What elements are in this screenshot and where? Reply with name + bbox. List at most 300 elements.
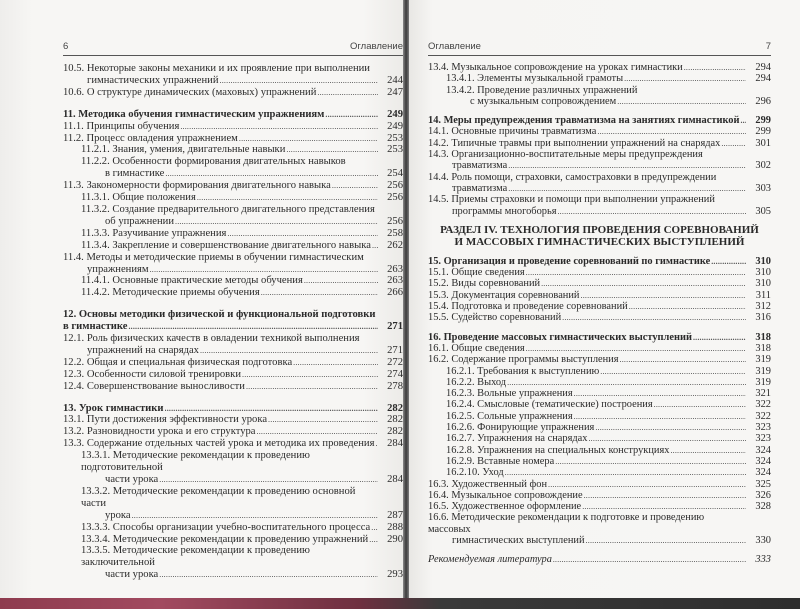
toc-entry[interactable] [428,479,771,490]
toc-entry[interactable] [63,438,403,450]
dot-leader [526,343,746,354]
toc-entry[interactable] [428,256,771,267]
toc-entry-title: с музыкальным сопровождением [470,95,617,107]
toc-entry-title: 16. Проведение массовых гимнастических выступлений [428,331,692,343]
dot-leader [200,345,378,357]
dot-leader [629,301,746,312]
toc-page-number: 278 [387,380,403,392]
toc-spacer [428,546,771,554]
toc-page-number: 333 [755,554,771,566]
toc-page-number: 321 [755,388,771,400]
toc-entry[interactable] [428,267,771,278]
toc-entry[interactable] [428,115,771,126]
toc-entry[interactable] [428,467,771,478]
toc-page-number: 330 [755,534,771,546]
dot-leader [332,180,378,192]
toc-entry[interactable] [428,332,771,343]
toc-page-number: 301 [755,137,771,149]
toc-entry-line [428,312,747,323]
toc-page-number: 266 [387,287,403,299]
toc-entry-title: 11.2.1. Знания, умения, двигательные навыки [81,144,286,156]
toc-entry[interactable] [428,399,771,410]
running-title: Оглавление [350,41,403,52]
dot-leader [508,183,746,194]
toc-entry-title: части урока [105,569,159,581]
toc-page-number: 249 [387,120,403,132]
toc-entry-line [428,354,747,365]
toc-entry-line [446,366,747,377]
toc-entry-title: 16.2.8. Упражнения на специальных конструкциях [446,444,670,456]
toc-entry-line [63,510,379,522]
toc-spacer [63,99,403,109]
toc-page-number: 263 [387,263,403,275]
dot-leader [175,216,378,228]
toc-entry-line [446,422,747,433]
toc-entry-title: 16.2.10. Уход [446,467,504,479]
dot-leader [268,414,378,426]
toc-page-number: 324 [755,444,771,456]
toc-entry-line [81,144,379,156]
toc-entry-line [446,85,747,96]
toc-entry-line [63,216,379,228]
dot-leader [325,109,378,121]
toc-entry[interactable] [428,366,771,377]
toc-entry[interactable] [428,138,771,149]
toc-entry[interactable] [63,180,403,192]
toc-entry-title: в гимнастике [105,168,165,180]
toc-entry-line [428,332,747,343]
toc-entry[interactable] [63,381,403,393]
dot-leader [132,510,378,522]
toc-entry-title: 13. Урок гимнастики [63,402,164,414]
toc-entry[interactable] [428,194,771,217]
dot-leader [180,121,378,133]
toc-entry-line [446,467,747,478]
toc-entry-line [63,403,379,415]
toc-entry-title: урока [105,509,131,521]
toc-entry-line [428,479,747,490]
toc-entry-line [63,63,379,75]
toc-page-number: 328 [755,501,771,513]
toc-entry[interactable] [63,414,403,426]
toc-entry-title: 16.2. Содержание программы выступления [428,354,619,366]
toc-page-number: 247 [387,86,403,98]
toc-entry-title: 13.2. Разновидности урока и его структура [63,426,256,438]
toc-entry-line [446,456,747,467]
dot-leader [507,377,746,388]
toc-entry-line [446,411,747,422]
dot-leader [371,522,378,534]
toc-entry-title: гимнастических упражнений [87,74,219,86]
table-of-contents [63,63,403,581]
toc-entry-title: 16.2.1. Требования к выступлению [446,365,600,377]
running-head [428,41,771,56]
toc-entry[interactable] [428,388,771,399]
toc-entry[interactable] [428,456,771,467]
toc-entry-line [428,96,747,107]
toc-entry-title: 11.4.1. Основные практические методы обучения [81,275,303,287]
dot-leader [159,474,378,486]
toc-entry[interactable] [63,252,403,276]
toc-entry[interactable] [63,369,403,381]
dot-leader [562,312,746,323]
dot-leader [165,168,378,180]
toc-entry-title: 16.2.3. Вольные упражнения [446,388,573,400]
toc-page-number: 323 [755,433,771,445]
toc-entry[interactable] [428,343,771,354]
toc-entry[interactable] [428,512,771,546]
toc-entry[interactable] [428,85,771,108]
toc-page-number: 319 [755,365,771,377]
toc-entry-title: 15. Организация и проведение соревнований по гимнастике [428,255,711,267]
toc-page-number: 299 [755,115,771,127]
toc-entry-line [63,133,379,145]
toc-entry-title: части урока [105,474,159,485]
left-page [0,0,403,598]
toc-entry[interactable] [63,287,403,299]
toc-entry-line [63,180,379,192]
toc-page-number: 253 [387,132,403,144]
toc-page-number: 271 [387,344,403,356]
toc-entry-line [428,115,747,126]
toc-page-number: 322 [755,399,771,411]
dot-leader [600,366,746,377]
toc-entry-line [63,357,379,369]
toc-entry-title: 13.3.4. Методические рекомендации к проведению упражнений [81,533,369,545]
toc-entry-line [63,345,379,357]
dot-leader [624,73,746,84]
toc-entry[interactable] [63,333,403,357]
toc-entry-line [63,87,379,99]
section-heading-line: РАЗДЕЛ IV. ТЕХНОЛОГИЯ ПРОВЕДЕНИЯ СОРЕВНОВАНИЙ [440,223,759,236]
toc-entry[interactable] [63,403,403,415]
toc-entry-title: 14.2. Типичные травмы при выполнении упражнений на снарядах [428,137,721,149]
toc-entry-title: 13.3. Содержание отдельных частей урока и методика их проведения [63,438,375,450]
toc-entry-title: 16.2.5. Сольные упражнения [446,410,573,422]
dot-leader [508,160,746,171]
toc-entry-title: 11.1. Принципы обучения [63,120,180,132]
toc-entry-line [81,156,379,168]
toc-entry-line [446,433,747,444]
toc-entry-line [428,256,747,267]
toc-entry-line [63,381,379,393]
toc-page-number: 284 [387,438,403,450]
toc-page-number: 256 [387,192,403,204]
toc-page-number: 310 [755,255,771,267]
toc-page-number: 310 [755,278,771,290]
toc-entry-line [81,240,379,252]
dot-leader [286,144,378,156]
toc-entry-title: 11. Методика обучения гимнастическим упражнениям [63,108,325,120]
toc-entry-line [63,121,379,133]
toc-entry-title: 16.2.7. Упражнения на снарядах [446,433,588,445]
toc-entry[interactable] [63,133,403,145]
toc-entry[interactable] [428,411,771,422]
toc-entry[interactable] [63,63,403,87]
toc-entry[interactable] [428,312,771,323]
toc-entry-title: 11.4. Методы и методические приемы в обучении гимнастическим [63,251,364,263]
dot-leader [711,256,746,267]
toc-entry-title: травматизма [452,182,508,194]
toc-page-number: 263 [387,275,403,287]
toc-entry-line [446,399,747,410]
dot-leader [654,399,746,410]
toc-entry[interactable] [428,73,771,84]
toc-entry[interactable] [63,450,403,486]
toc-entry[interactable] [63,522,403,534]
toc-entry[interactable] [63,545,403,581]
toc-entry[interactable] [63,240,403,252]
dot-leader [261,287,378,299]
toc-entry-title: 13.3.1. Методические рекомендации к проведению подготовительной [81,450,310,474]
toc-entry-title: 14.3. Организационно-воспитательные меры предупреждения [428,149,703,161]
toc-page-number: 311 [755,289,771,301]
toc-entry[interactable] [428,62,771,73]
toc-entry[interactable] [428,126,771,137]
toc-entry-title: 15.3. Документация соревнований [428,289,580,301]
toc-entry-title: 15.2. Виды соревнований [428,278,541,290]
toc-page-number: 325 [755,478,771,490]
dot-leader [239,133,378,145]
toc-page-number: 258 [387,227,403,239]
toc-entry-line [428,278,747,289]
toc-page-number: 256 [387,180,403,192]
toc-entry[interactable] [63,192,403,204]
toc-entry-line [428,160,747,171]
toc-entry-title: упражнений на снарядах [87,344,199,356]
toc-page-number: 244 [387,74,403,86]
toc-page-number: 322 [755,410,771,422]
toc-entry-line [81,545,379,569]
toc-entry[interactable] [428,290,771,301]
dot-leader [242,369,378,381]
dot-leader [721,138,746,149]
dot-leader [375,438,378,450]
toc-entry-line [63,333,379,345]
toc-entry-title: 15.4. Подготовка и проведение соревнований [428,301,628,313]
dot-leader [227,228,378,240]
toc-entry-title: 13.4. Музыкальное сопровождение на уроках гимнастики [428,62,683,73]
toc-entry-line [428,206,747,217]
toc-entry-line [428,149,747,160]
toc-page-number: 290 [387,533,403,545]
toc-page-number: 287 [387,509,403,521]
toc-entry[interactable] [428,501,771,512]
toc-entry[interactable] [428,278,771,289]
toc-entry[interactable] [428,377,771,388]
toc-entry-line [446,73,747,84]
dot-leader [595,422,746,433]
toc-entry[interactable] [63,204,403,228]
toc-entry[interactable] [428,354,771,365]
toc-entry[interactable] [63,486,403,522]
toc-entry-line [63,309,379,321]
toc-entry-title: 10.6. О структуре динамических (маховых) упражнений [63,86,317,98]
dot-leader [165,403,379,415]
toc-page-number: 305 [755,205,771,217]
toc-spacer [428,107,771,115]
dot-leader [257,426,378,438]
toc-entry-title: 14.1. Основные причины травматизма [428,126,597,138]
toc-entry-title: 15.5. Судейство соревнований [428,312,562,324]
toc-entry-line [63,109,379,121]
toc-entry-line [428,183,747,194]
toc-page-number: 316 [755,312,771,324]
toc-entry-line [63,474,379,486]
toc-entry-title: 12. Основы методики физической и функциональной подготовки [63,309,376,321]
cover-edge [0,598,800,609]
toc-page-number: 282 [387,426,403,438]
toc-page-number: 262 [387,239,403,251]
toc-entry-line [428,290,747,301]
toc-entry-title: 14.5. Приемы страховки и помощи при выполнении упражнений [428,194,715,206]
toc-entry-title: гимнастических выступлений [452,534,585,546]
toc-entry-line [63,569,379,581]
toc-entry[interactable] [428,554,771,565]
toc-entry[interactable] [428,490,771,501]
dot-leader [670,445,746,456]
toc-entry[interactable] [428,172,771,195]
toc-page-number: 323 [755,422,771,434]
toc-page-number: 293 [387,569,403,581]
toc-entry-title: 16.2.2. Выход [446,376,507,388]
toc-entry-title: 16.4. Музыкальное сопровождение [428,489,583,501]
dot-leader [684,62,746,73]
toc-entry[interactable] [428,445,771,456]
toc-entry[interactable] [63,275,403,287]
toc-entry-title: упражнениям [87,263,149,275]
toc-entry-title: 16.2.9. Вставные номера [446,455,555,467]
toc-page-number: 296 [755,95,771,107]
page-number: 6 [63,41,69,52]
toc-page-number: 319 [755,376,771,388]
toc-entry-line [63,426,379,438]
toc-entry-line [428,490,747,501]
toc-entry[interactable] [63,534,403,546]
toc-page-number: 274 [387,368,403,380]
toc-entry-title: 16.3. Художественный фон [428,478,548,490]
section-heading [428,224,771,249]
toc-entry[interactable] [63,426,403,438]
toc-entry[interactable] [428,422,771,433]
toc-entry[interactable] [63,144,403,156]
toc-page-number: 272 [387,356,403,368]
dot-leader [620,354,746,365]
dot-leader [553,554,746,565]
toc-entry-title: 14. Меры предупреждения травматизма на занятиях гимнастикой [428,115,740,127]
toc-entry-line [428,172,747,183]
dot-leader [586,535,746,546]
toc-entry[interactable] [428,301,771,312]
toc-page-number: 299 [755,126,771,138]
dot-leader [548,479,746,490]
toc-entry-title: 13.3.2. Методические рекомендации к проведению основной части [81,485,356,509]
toc-entry[interactable] [63,121,403,133]
toc-entry[interactable] [63,228,403,240]
toc-entry-title: 11.3.4. Закрепление и совершенствование двигательного навыка [81,239,371,251]
dot-leader [740,115,746,126]
toc-entry-line [63,414,379,426]
toc-entry-line [428,301,747,312]
toc-page-number: 288 [387,521,403,533]
dot-leader [505,467,746,478]
toc-entry-title: программы многоборья [452,205,557,217]
toc-group [428,256,771,566]
toc-entry[interactable] [428,433,771,444]
toc-page-number: 294 [755,62,771,73]
toc-entry-line [63,168,379,180]
dot-leader [574,388,746,399]
toc-entry-line [63,369,379,381]
toc-page-number: 326 [755,489,771,501]
toc-entry-title: 11.2.2. Особенности формирования двигательных навыков [81,156,346,168]
dot-leader [693,332,746,343]
dot-leader [293,357,378,369]
toc-entry-line [63,321,379,333]
toc-page-number: 318 [755,331,771,343]
page-number: 7 [765,41,771,52]
toc-entry-line [81,192,379,204]
dot-leader [582,501,746,512]
toc-entry[interactable] [63,156,403,180]
toc-entry-title: 11.3.3. Разучивание упражнения [81,227,227,239]
toc-entry-title: 15.1. Общие сведения [428,267,525,279]
toc-entry-line [63,438,379,450]
toc-entry-line [446,377,747,388]
toc-entry[interactable] [428,149,771,172]
toc-entry-title: 12.3. Особенности силовой тренировки [63,368,241,380]
dot-leader [617,96,746,107]
dot-leader [555,456,746,467]
toc-entry-title: 13.3.5. Методические рекомендации к проведению заключительной [81,545,310,569]
dot-leader [128,321,378,333]
toc-page-number: 253 [387,144,403,156]
toc-page-number: 249 [387,108,403,120]
toc-entry-title: 16.6. Методические рекомендации к подготовке и проведению массовых [428,512,705,535]
toc-entry[interactable] [63,109,403,121]
toc-page-number: 271 [387,321,403,333]
toc-spacer [63,299,403,309]
toc-entry-title: об упражнении [105,215,174,227]
dot-leader [304,275,378,287]
toc-page-number: 303 [755,182,771,194]
toc-entry-title: 16.2.6. Фонирующие упражнения [446,422,595,434]
toc-entry-title: 11.3.2. Создание предварительного двигательного представления [81,203,375,215]
toc-entry-title: травматизма [452,160,508,172]
toc-page-number: 284 [387,474,403,485]
toc-page-number: 312 [755,301,771,313]
toc-entry-title: 11.3.1. Общие положения [81,192,196,204]
toc-entry-line [428,267,747,278]
toc-entry-line [81,275,379,287]
dot-leader [317,87,378,99]
toc-entry-line [428,554,747,565]
toc-page-number: 254 [387,168,403,180]
toc-entry-title: 16.2.4. Смысловые (тематические) построения [446,399,653,411]
toc-spacer [63,393,403,403]
toc-entry-line [428,126,747,137]
toc-entry[interactable] [63,87,403,99]
toc-entry-line [63,75,379,87]
toc-page-number: 302 [755,160,771,172]
toc-entry-title: в гимнастике [63,321,128,333]
toc-entry[interactable] [63,357,403,369]
toc-entry-line [428,194,747,205]
toc-page-number: 294 [755,73,771,85]
toc-entry-line [81,204,379,216]
toc-entry-title: 16.5. Художественное оформление [428,501,582,513]
toc-entry[interactable] [63,309,403,333]
